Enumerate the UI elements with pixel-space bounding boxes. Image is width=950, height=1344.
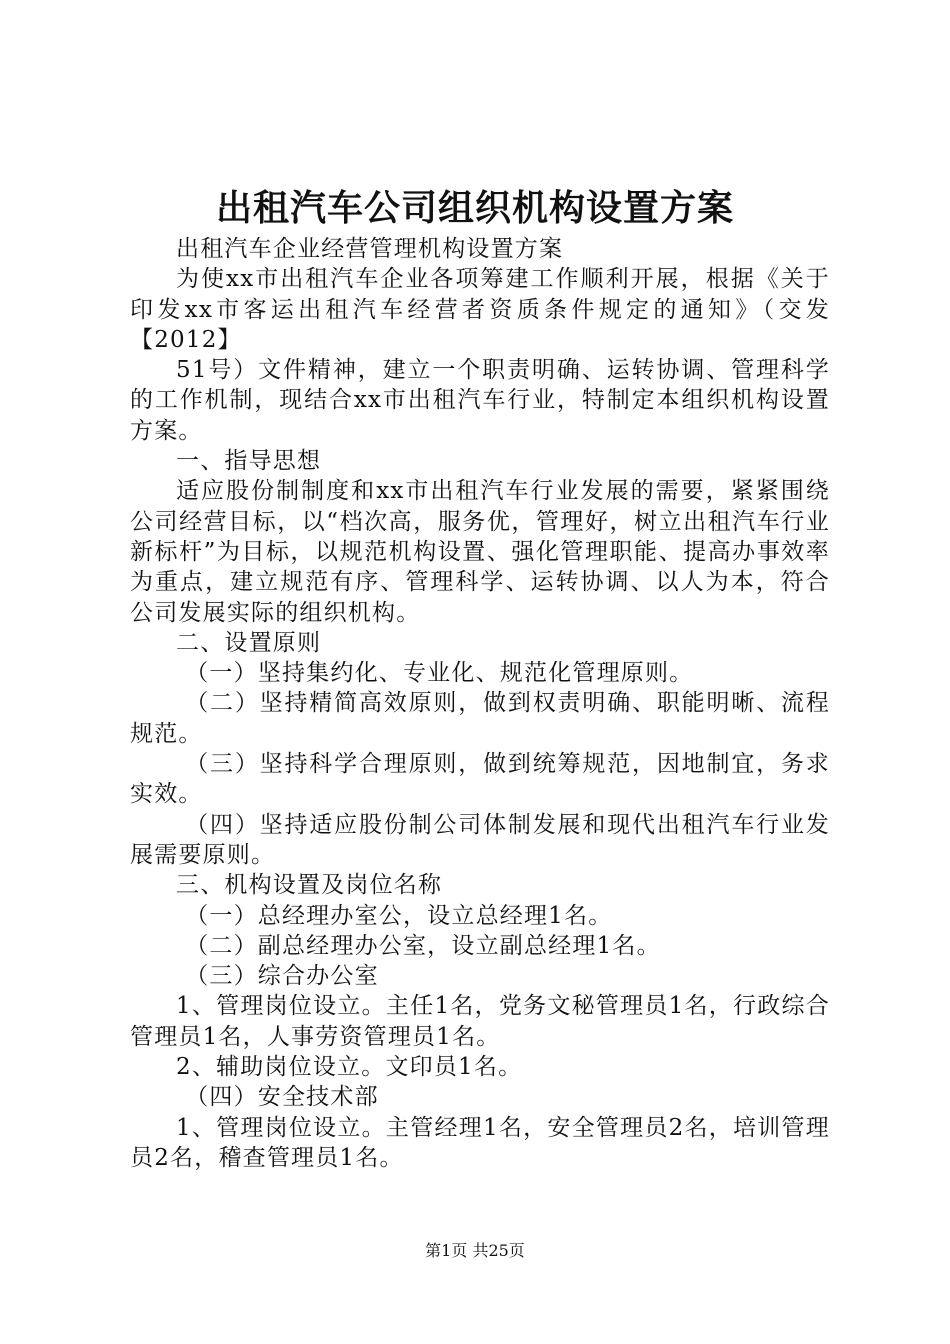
document-body	[130, 234, 830, 1173]
list-item: （一）总经理办室公，设立总经理1名。	[185, 902, 613, 929]
list-item: （二）副总经理办公室，设立副总经理1名。	[185, 932, 661, 959]
paragraph: 1、管理岗位设立。主任1名，党务文秘管理员1名，行政综合管理员1名，人事劳资管理员1名。	[130, 993, 830, 1050]
page-footer: 第1页 共25页	[425, 1241, 525, 1260]
section-heading: 二、设置原则	[176, 629, 322, 656]
paragraph: 出租汽车企业经营管理机构设置方案	[176, 236, 564, 262]
paragraph: 2、辅助岗位设立。文印员1名。	[176, 1054, 523, 1081]
paragraph: 为使xx市出租汽车企业各项筹建工作顺利开展，根据《关于印发xx市客运出租汽车经营者资质条件规定的通知》（交发【2012】	[130, 266, 830, 353]
paragraph: 适应股份制制度和xx市出租汽车行业发展的需要，紧紧围绕公司经营目标，以“档次高，服务优，管理好，树立出租汽车行业新标杆”为目标，以规范机构设置、强化管理职能、提高办事效率为重点，建立规范有序、管理科学、运转协调、以人为本，符合公司发展实际的组织机构。	[130, 478, 830, 626]
section-heading: 一、指导思想	[176, 448, 322, 475]
paragraph: 51号）文件精神，建立一个职责明确、运转协调、管理科学的工作机制，现结合xx市出租汽车行业，特制定本组织机构设置方案。	[130, 357, 830, 444]
list-item: （四）安全技术部	[185, 1084, 379, 1111]
list-item: （三）坚持科学合理原则，做到统筹规范，因地制宜，务求实效。	[130, 751, 830, 808]
list-item: （四）坚持适应股份制公司体制发展和现代出租汽车行业发展需要原则。	[130, 811, 830, 868]
paragraph: 1、管理岗位设立。主管经理1名，安全管理员2名，培训管理员2名，稽查管理员1名。	[130, 1114, 830, 1171]
document-title: 出租汽车公司组织机构设置方案	[215, 187, 734, 229]
list-item: （一）坚持集约化、专业化、规范化管理原则。	[185, 660, 694, 687]
section-heading: 三、机构设置及岗位名称	[176, 872, 443, 899]
list-item: （二）坚持精简高效原则，做到权责明确、职能明晰、流程规范。	[130, 690, 830, 747]
list-item: （三）综合办公室	[185, 963, 379, 990]
